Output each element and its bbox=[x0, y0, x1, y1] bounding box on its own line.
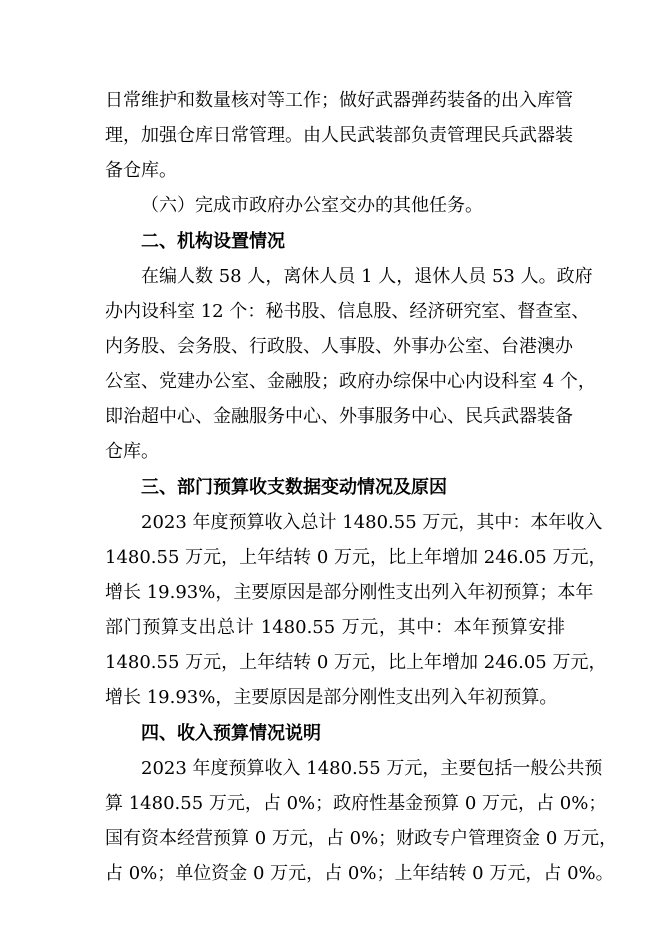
section4-line-2: 算 1480.55 万元，占 0%；政府性基金预算 0 万元，占 0%； bbox=[105, 793, 607, 814]
heading-income-budget: 四、收入预算情况说明 bbox=[141, 723, 321, 744]
section2-line-5: 即治超中心、金融服务中心、外事服务中心、民兵武器装备 bbox=[105, 406, 573, 427]
section2-line-2: 办内设科室 12 个：秘书股、信息股、经济研究室、督查室、 bbox=[105, 301, 590, 322]
section4-line-3: 国有资本经营预算 0 万元，占 0%；财政专户管理资金 0 万元， bbox=[105, 828, 618, 849]
heading-budget-changes: 三、部门预算收支数据变动情况及原因 bbox=[141, 477, 447, 498]
section4-line-1: 2023 年度预算收入 1480.55 万元，主要包括一般公共预 bbox=[141, 758, 603, 779]
section2-line-4: 公室、党建办公室、金融股；政府办综保中心内设科室 4 个， bbox=[105, 371, 596, 392]
section4-line-4: 占 0%；单位资金 0 万元，占 0%；上年结转 0 万元，占 0%。 bbox=[105, 863, 614, 884]
section3-line-5: 1480.55 万元，上年结转 0 万元，比上年增加 246.05 万元， bbox=[105, 652, 607, 673]
section3-line-1: 2023 年度预算收入总计 1480.55 万元，其中：本年收入 bbox=[141, 512, 603, 533]
duties-tail-line-2: 理，加强仓库日常管理。由人民武装部负责管理民兵武器装 bbox=[105, 125, 573, 146]
duties-tail-line-3: 备仓库。 bbox=[105, 160, 177, 181]
section2-line-1: 在编人数 58 人，离休人员 1 人，退休人员 53 人。政府 bbox=[141, 266, 593, 287]
section3-line-6: 增长 19.93%，主要原因是部分刚性支出列入年初预算。 bbox=[105, 687, 558, 708]
section2-line-3: 内务股、会务股、行政股、人事股、外事办公室、台港澳办 bbox=[105, 336, 573, 357]
section3-line-4: 部门预算支出总计 1480.55 万元，其中：本年预算安排 bbox=[105, 617, 565, 638]
duties-tail-line-1: 日常维护和数量核对等工作；做好武器弹药装备的出入库管 bbox=[105, 90, 573, 111]
section2-line-6: 仓库。 bbox=[105, 441, 159, 462]
section3-line-2: 1480.55 万元，上年结转 0 万元，比上年增加 246.05 万元， bbox=[105, 547, 607, 568]
heading-institution-setup: 二、机构设置情况 bbox=[141, 231, 285, 252]
duty-6-line: （六）完成市政府办公室交办的其他任务。 bbox=[141, 195, 483, 216]
section3-line-3: 增长 19.93%，主要原因是部分刚性支出列入年初预算；本年 bbox=[105, 582, 594, 603]
